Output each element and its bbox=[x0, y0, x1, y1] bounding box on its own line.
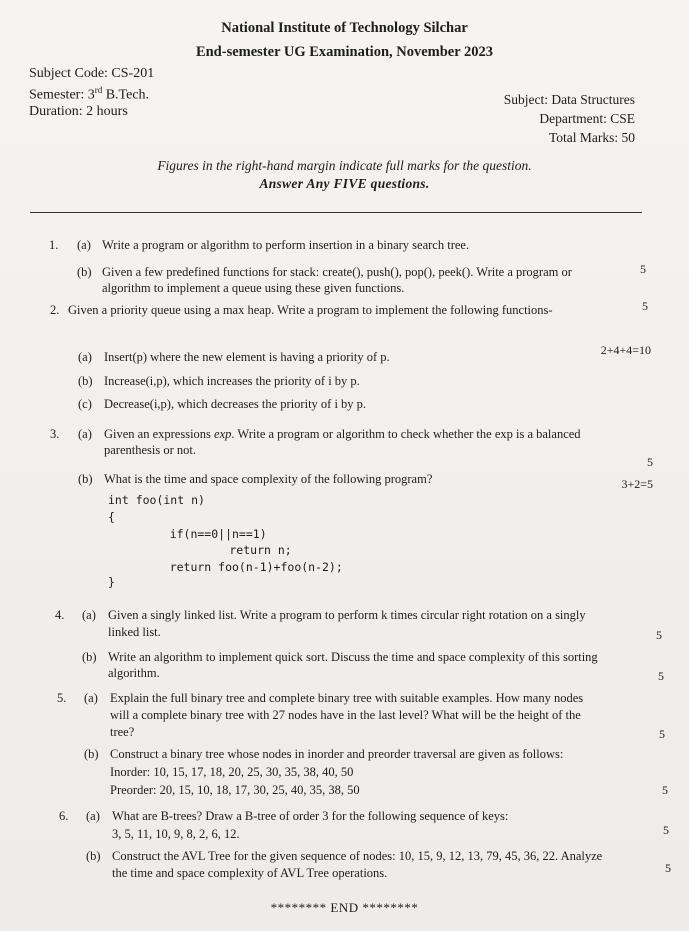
q3b-text: What is the time and space complexity of the following program? bbox=[104, 472, 433, 486]
q5a-text-line1: Explain the full binary tree and complete binary tree with suitable examples. How many nodes bbox=[110, 691, 584, 705]
semester-suffix: B.Tech. bbox=[102, 87, 150, 103]
q3a-text-line2: parenthesis or not. bbox=[104, 443, 196, 457]
q6b-marks: 5 bbox=[665, 861, 671, 875]
q2c-text: Decrease(i,p), which decreases the priority of i by p. bbox=[104, 397, 367, 411]
q5b-inorder: Inorder: 10, 15, 17, 18, 20, 25, 30, 35, 38, 40, 50 bbox=[110, 765, 354, 779]
q4b-label: (b) bbox=[82, 650, 97, 664]
q1b-text-line2: algorithm to implement a queue using these given functions. bbox=[102, 281, 405, 295]
q6a-marks: 5 bbox=[663, 823, 669, 837]
q4a-text-line2: linked list. bbox=[108, 625, 161, 639]
q6b-label: (b) bbox=[86, 849, 101, 863]
q5b-text-line1: Construct a binary tree whose nodes in inorder and preorder traversal are given as follows: bbox=[110, 747, 564, 761]
q6a-text-line1: What are B-trees? Draw a B-tree of order 3 for the following sequence of keys: bbox=[112, 809, 509, 823]
q4b-marks: 5 bbox=[658, 669, 664, 683]
q4a-marks: 5 bbox=[656, 628, 662, 642]
q3a-marks: 5 bbox=[647, 455, 653, 469]
subject-name: Subject: Data Structures bbox=[503, 92, 635, 107]
q6a-keys: 3, 5, 11, 10, 9, 8, 2, 6, 12. bbox=[112, 827, 240, 841]
header-divider bbox=[30, 212, 642, 213]
duration: Duration: 2 hours bbox=[29, 104, 128, 119]
q3b-marks: 3+2=5 bbox=[621, 477, 653, 491]
code-line-6: } bbox=[108, 575, 115, 589]
q1-number: 1. bbox=[49, 238, 59, 252]
q2b-label: (b) bbox=[78, 374, 93, 388]
q2-text: Given a priority queue using a max heap. Write a program to implement the following functions- bbox=[68, 303, 553, 317]
q2c-label: (c) bbox=[78, 397, 92, 411]
q3a-text-line1 bbox=[104, 427, 581, 442]
instruction-answer: Answer Any FIVE questions. bbox=[259, 176, 430, 191]
q5a-text-line2: will a complete binary tree with 27 nodes have in the last level? What will be the height of the bbox=[110, 708, 581, 722]
semester-sup: rd bbox=[94, 85, 103, 95]
q2b-text: Increase(i,p), which increases the priority of i by p. bbox=[104, 374, 360, 388]
q1b-label: (b) bbox=[77, 265, 92, 279]
q5-number: 5. bbox=[57, 691, 67, 705]
semester bbox=[29, 85, 149, 104]
instruction-marks: Figures in the right-hand margin indicate full marks for the question. bbox=[157, 158, 532, 173]
q1b-text-line1: Given a few predefined functions for stack: create(), push(), pop(), peek(). Write a program or bbox=[102, 265, 572, 279]
q5b-marks: 5 bbox=[662, 783, 668, 797]
q6b-text-line1: Construct the AVL Tree for the given sequence of nodes: 10, 15, 9, 12, 13, 79, 45, 36, 22. Analyze bbox=[112, 849, 603, 863]
q4a-label: (a) bbox=[82, 608, 96, 622]
q1a-text: Write a program or algorithm to perform insertion in a binary search tree. bbox=[102, 238, 470, 252]
q1b-marks: 5 bbox=[642, 299, 648, 313]
q3a-label: (a) bbox=[78, 427, 92, 441]
q4a-text-line1: Given a singly linked list. Write a program to perform k times circular right rotation on a singly bbox=[108, 608, 586, 622]
q6a-label: (a) bbox=[86, 809, 100, 823]
q4b-text-line1: Write an algorithm to implement quick sort. Discuss the time and space complexity of this sorting bbox=[108, 650, 598, 664]
code-line-5: return foo(n-1)+foo(n-2); bbox=[142, 560, 343, 574]
code-line-2: { bbox=[108, 510, 115, 524]
end-marker: ******** END ******** bbox=[270, 900, 419, 915]
q6b-text-line2: the time and space complexity of AVL Tree operations. bbox=[112, 866, 388, 880]
q2a-text: Insert(p) where the new element is having a priority of p. bbox=[104, 350, 390, 364]
q2-number: 2. bbox=[50, 303, 60, 317]
subject-code: Subject Code: CS-201 bbox=[29, 66, 155, 81]
q6-number: 6. bbox=[59, 809, 69, 823]
q5a-marks: 5 bbox=[659, 727, 665, 741]
institute-name: National Institute of Technology Silchar bbox=[221, 20, 468, 36]
q3a-text-post: . Write a program or algorithm to check whether the exp is a balanced bbox=[231, 427, 581, 441]
q5a-label: (a) bbox=[84, 691, 98, 705]
total-marks: Total Marks: 50 bbox=[548, 130, 635, 145]
q5b-preorder: Preorder: 20, 15, 10, 18, 17, 30, 25, 40, 35, 38, 50 bbox=[110, 783, 360, 797]
q3a-text-pre: Given an expressions bbox=[104, 427, 215, 441]
q4-number: 4. bbox=[55, 608, 65, 622]
semester-prefix: Semester: 3 bbox=[29, 87, 95, 103]
q1a-label: (a) bbox=[77, 238, 91, 252]
q5a-text-line3: tree? bbox=[110, 725, 135, 739]
q3a-text-em: exp bbox=[214, 427, 232, 441]
q3b-label: (b) bbox=[78, 472, 93, 486]
q4b-text-line2: algorithm. bbox=[108, 666, 160, 680]
q3-number: 3. bbox=[50, 427, 60, 441]
code-line-1: int foo(int n) bbox=[108, 493, 205, 507]
code-line-3: if(n==0||n==1) bbox=[142, 527, 267, 541]
exam-title: End-semester UG Examination, November 2023 bbox=[195, 44, 494, 60]
q2a-label: (a) bbox=[78, 350, 92, 364]
q5b-label: (b) bbox=[84, 747, 99, 761]
q1a-marks: 5 bbox=[640, 262, 646, 276]
department: Department: CSE bbox=[539, 111, 635, 126]
q2-marks: 2+4+4=10 bbox=[600, 343, 651, 357]
code-line-4: return n; bbox=[174, 543, 292, 557]
